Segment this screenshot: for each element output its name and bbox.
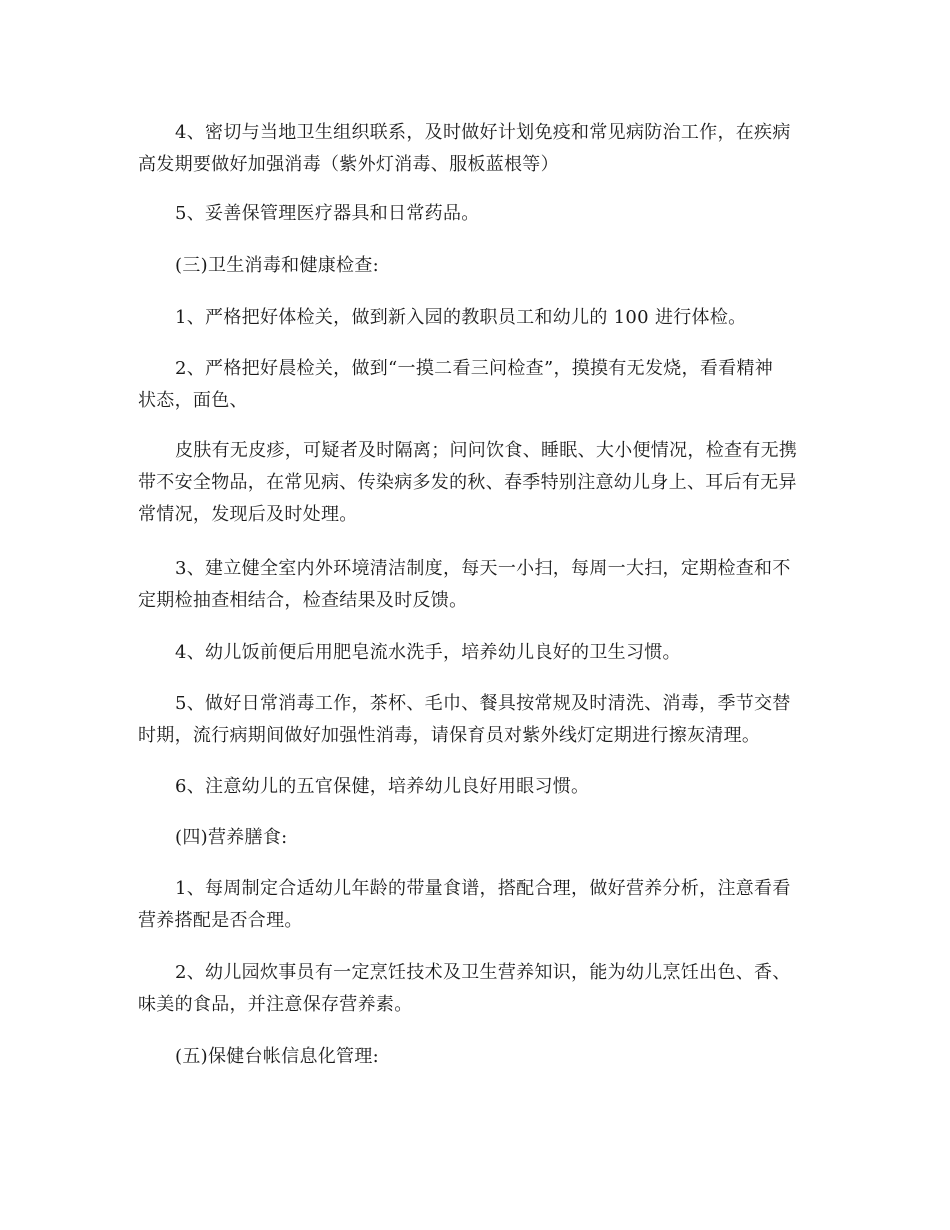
paragraph-line: 皮肤有无皮疹，可疑者及时隔离；问问饮食、睡眠、大小便情况，检查有无携 bbox=[175, 440, 798, 461]
paragraph-skin-check bbox=[138, 435, 818, 531]
paragraph-line: 2、严格把好晨检关，做到“一摸二看三问检查”，摸摸有无发烧，看看精神 bbox=[175, 358, 774, 379]
paragraph-line: 5、做好日常消毒工作，茶杯、毛巾、餐具按常规及时清洗、消毒，季节交替 bbox=[175, 693, 791, 714]
section-heading: (四)营养膳食: bbox=[175, 827, 288, 848]
paragraph-medical-supplies bbox=[138, 198, 818, 230]
paragraph-line: 状态，面色、 bbox=[138, 390, 248, 411]
paragraph-line: 1、严格把好体检关，做到新入园的教职员工和幼儿的 100 进行体检。 bbox=[175, 307, 747, 328]
paragraph-line: 5、妥善保管理医疗器具和日常药品。 bbox=[175, 203, 480, 224]
paragraph-line: 时期，流行病期间做好加强性消毒，请保育员对紫外线灯定期进行擦灰清理。 bbox=[138, 725, 761, 746]
paragraph-line: 3、建立健全室内外环境清洁制度，每天一小扫，每周一大扫，定期检查和不 bbox=[175, 558, 791, 579]
paragraph-handwashing bbox=[138, 637, 818, 669]
paragraph-cleaning-system bbox=[138, 553, 818, 617]
paragraph-line: 定期检抽查相结合，检查结果及时反馈。 bbox=[138, 590, 468, 611]
paragraph-line: 常情况，发现后及时处理。 bbox=[138, 504, 358, 525]
section-heading-nutrition bbox=[138, 822, 818, 854]
section-heading: (三)卫生消毒和健康检查: bbox=[175, 255, 380, 276]
paragraph-line: 6、注意幼儿的五官保健，培养幼儿良好用眼习惯。 bbox=[175, 776, 590, 797]
section-heading: (五)保健台帐信息化管理: bbox=[175, 1046, 380, 1067]
section-heading-hygiene bbox=[138, 250, 818, 282]
paragraph-line: 带不安全物品，在常见病、传染病多发的秋、春季特别注意幼儿身上、耳后有无异 bbox=[138, 472, 797, 493]
paragraph-morning-check bbox=[138, 353, 818, 417]
paragraph-physical-exam bbox=[138, 302, 818, 334]
paragraph-line: 味美的食品，并注意保存营养素。 bbox=[138, 994, 413, 1015]
paragraph-line: 4、幼儿饭前便后用肥皂流水洗手，培养幼儿良好的卫生习惯。 bbox=[175, 642, 681, 663]
paragraph-line: 4、密切与当地卫生组织联系，及时做好计划免疫和常见病防治工作，在疾病 bbox=[175, 122, 791, 143]
section-heading-records bbox=[138, 1041, 818, 1073]
paragraph-line: 营养搭配是否合理。 bbox=[138, 910, 303, 931]
paragraph-line: 2、幼儿园炊事员有一定烹饪技术及卫生营养知识，能为幼儿烹饪出色、香、 bbox=[175, 962, 791, 983]
paragraph-line: 1、每周制定合适幼儿年龄的带量食谱，搭配合理，做好营养分析，注意看看 bbox=[175, 878, 791, 899]
paragraph-immunization bbox=[138, 117, 818, 181]
paragraph-weekly-menu bbox=[138, 873, 818, 937]
paragraph-eye-care bbox=[138, 771, 818, 803]
paragraph-line: 高发期要做好加强消毒（紫外灯消毒、服板蓝根等） bbox=[138, 154, 559, 175]
paragraph-disinfection bbox=[138, 688, 818, 752]
paragraph-cooks bbox=[138, 957, 818, 1021]
